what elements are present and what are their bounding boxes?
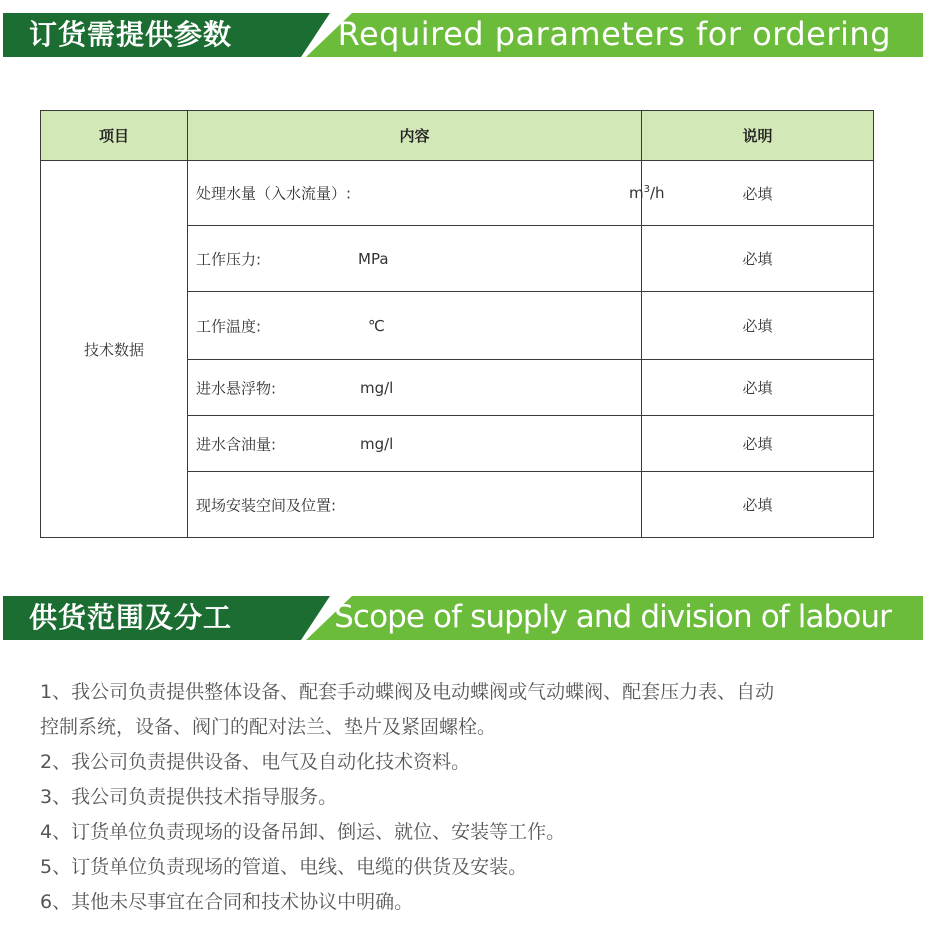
row-label: 工作温度:: [196, 317, 262, 335]
list-item: 4、订货单位负责现场的设备吊卸、倒运、就位、安装等工作。: [40, 821, 566, 843]
row-label: 处理水量（入水流量）:: [196, 184, 352, 203]
supply-section-banner: [3, 596, 923, 640]
list-item: 5、订货单位负责现场的管道、电线、电缆的供货及安装。: [40, 856, 528, 878]
row-label: 进水悬浮物:: [196, 379, 277, 397]
list-item: 6、其他未尽事宜在合同和技术协议中明确。: [40, 891, 414, 913]
row-note: 必填: [642, 472, 874, 538]
row-unit: mg/l: [360, 378, 394, 397]
content-cell: [188, 472, 642, 538]
table-header-row: [41, 111, 874, 161]
list-item: 控制系统，设备、阀门的配对法兰、垫片及紧固螺栓。: [40, 716, 497, 738]
content-cell: [188, 226, 642, 292]
content-cell: [188, 416, 642, 472]
header-content: 内容: [188, 111, 642, 161]
row-unit: MPa: [358, 249, 389, 268]
supply-title-en: Scope of supply and division of labour: [334, 599, 891, 635]
row-note: 必填: [642, 292, 874, 360]
table-row: [41, 161, 874, 226]
row-label: 进水含油量:: [196, 435, 277, 453]
header-item: 项目: [41, 111, 188, 161]
row-note: 必填: [642, 226, 874, 292]
list-item: 2、我公司负责提供设备、电气及自动化技术资料。: [40, 751, 471, 773]
parameters-table: [40, 110, 874, 538]
list-item: 3、我公司负责提供技术指导服务。: [40, 786, 338, 808]
content-cell: [188, 292, 642, 360]
header-note: 说明: [642, 111, 874, 161]
supply-list: [40, 675, 774, 920]
row-label: 现场安装空间及位置:: [196, 496, 337, 514]
ordering-title-cn: 订货需提供参数: [29, 18, 233, 51]
row-unit: mg/l: [360, 434, 394, 453]
row-label: 工作压力:: [196, 250, 262, 268]
ordering-section-banner: [3, 13, 923, 57]
supply-title-cn: 供货范围及分工: [29, 601, 233, 634]
row-note: 必填: [642, 161, 874, 226]
content-cell: [188, 360, 642, 416]
row-unit: ℃: [368, 316, 385, 335]
content-cell: [188, 161, 665, 226]
ordering-title-en: Required parameters for ordering: [337, 15, 891, 53]
group-label: 技术数据: [41, 161, 188, 538]
row-note: 必填: [642, 360, 874, 416]
list-item: 1、我公司负责提供整体设备、配套手动蝶阀及电动蝶阀或气动蝶阀、配套压力表、自动: [40, 681, 775, 703]
row-unit: $m^3/h$: [629, 184, 665, 202]
row-note: 必填: [642, 416, 874, 472]
